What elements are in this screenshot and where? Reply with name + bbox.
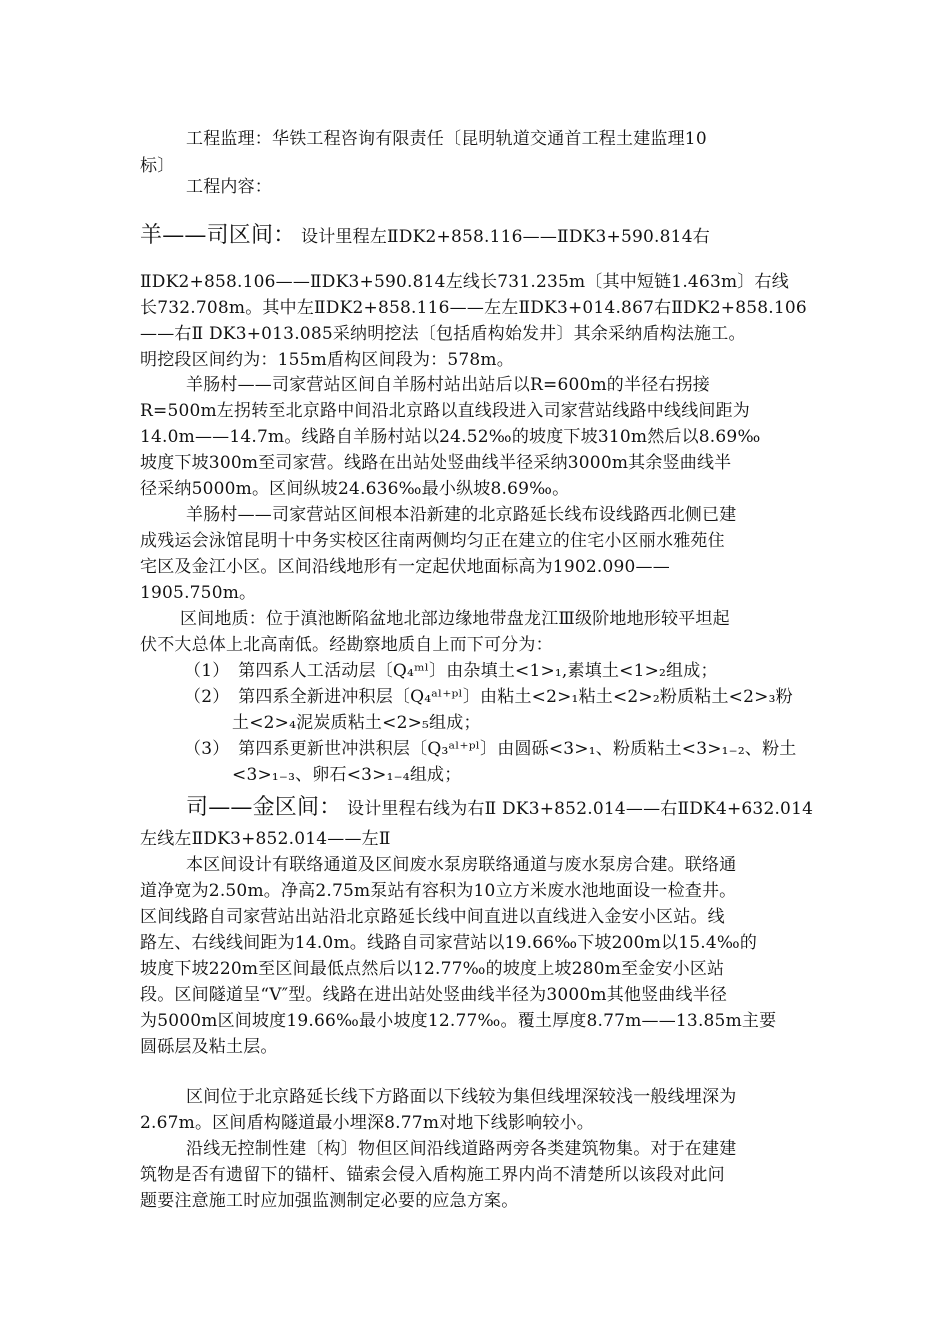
paragraph-line: 坡度下坡300m至司家营。线路在出站处竖曲线半径采纳3000m其余竖曲线半: [140, 453, 732, 473]
paragraph-line: ——右Ⅱ DK3+013.085采纳明挖法〔包括盾构始发井〕其余采纳盾构法施工。: [140, 324, 746, 344]
section-title: 司——金区间：: [186, 795, 342, 820]
paragraph-line: 路左、右线线间距为14.0m。线路自司家营站以19.66‰下坡200m以15.4‰的: [140, 933, 758, 953]
paragraph-line: 区间位于北京路延长线下方路面以下线较为集但线埋深较浅一般线埋深为: [186, 1087, 737, 1107]
list-item: （2） 第四系全新进冲积层〔Q₄ᵃˡ⁺ᵖˡ〕由粘土<2>₁粘土<2>₂粉质粘土<2>₃粉: [184, 687, 793, 707]
paragraph-line: 本区间设计有联络通道及区间废水泵房联络通道与废水泵房合建。联络通: [186, 855, 737, 875]
paragraph-line: 工程监理：华铁工程咨询有限责任〔昆明轨道交通首工程土建监理10: [186, 129, 707, 149]
list-item: （1） 第四系人工活动层〔Q₄ᵐˡ〕由杂填土<1>₁,素填土<1>₂组成；: [184, 661, 718, 681]
paragraph-line: 伏不大总体上北高南低。经勘察地质自上而下可分为：: [140, 635, 553, 655]
paragraph-line: 径采纳5000m。区间纵坡24.636‰最小纵坡8.69‰。: [140, 479, 570, 499]
paragraph-line: 段。区间隧道呈“V″型。线路在进出站处竖曲线半径为3000m其他竖曲线半径: [140, 985, 728, 1005]
paragraph-line: 长732.708m。其中左ⅡDK2+858.116——左左ⅡDK3+014.867右ⅡDK2+858.106: [140, 298, 807, 318]
paragraph-line: 沿线无控制性建〔构〕物但区间沿线道路两旁各类建筑物集。对于在建建: [186, 1139, 737, 1159]
paragraph-line: ⅡDK2+858.106——ⅡDK3+590.814左线长731.235m〔其中短链1.463m〕右线: [140, 272, 789, 292]
section-heading-1: [140, 222, 710, 251]
paragraph-line: 羊肠村——司家营站区间根本沿新建的北京路延长线布设线路西北侧已建: [186, 505, 737, 525]
paragraph-line: 左线左ⅡDK3+852.014——左Ⅱ: [140, 829, 391, 849]
paragraph-line: 14.0m——14.7m。线路自羊肠村站以24.52‰的坡度下坡310m然后以8.69‰: [140, 427, 761, 447]
paragraph-line: 圆砾层及粘土层。: [140, 1037, 278, 1057]
paragraph-line: 羊肠村——司家营站区间自羊肠村站出站后以R=600m的半径右拐接: [186, 375, 711, 395]
paragraph-line: 宅区及金江小区。区间沿线地形有一定起伏地面标高为1902.090——: [140, 557, 670, 577]
paragraph-line: 成残运会泳馆昆明十中务实校区往南两侧均匀正在建立的住宅小区丽水雅苑住: [140, 531, 725, 551]
paragraph-line: 1905.750m。: [140, 583, 257, 603]
paragraph-line: 区间线路自司家营站出站沿北京路延长线中间直进以直线进入金安小区站。线: [140, 907, 725, 927]
paragraph-line: 筑物是否有遗留下的锚杆、锚索会侵入盾构施工界内尚不清楚所以该段对此问: [140, 1165, 725, 1185]
paragraph-line: 明挖段区间约为：155m盾构区间段为：578m。: [140, 350, 514, 370]
paragraph-line: 区间地质：位于滇池断陷盆地北部边缘地带盘龙江Ⅲ级阶地地形较平坦起: [180, 609, 730, 629]
paragraph-line: 题要注意施工时应加强监测制定必要的应急方案。: [140, 1191, 519, 1211]
section-heading-text: 设计里程左ⅡDK2+858.116——ⅡDK3+590.814右: [301, 227, 710, 247]
list-item-continuation: <3>₁₋₃、卵石<3>₁₋₄组成；: [232, 765, 462, 785]
paragraph-line: 道净宽为2.50m。净高2.75m泵站有容积为10立方米废水池地面设一检查井。: [140, 881, 737, 901]
paragraph-line: 标〕: [140, 156, 175, 176]
section-title: 羊——司区间：: [140, 223, 296, 248]
list-item-continuation: 土<2>₄泥炭质粘土<2>₅组成；: [232, 713, 481, 733]
paragraph-line: R=500m左拐转至北京路中间沿北京路以直线段进入司家营站线路中线线间距为: [140, 401, 751, 421]
list-item: （3） 第四系更新世冲洪积层〔Q₃ᵃˡ⁺ᵖˡ〕由圆砾<3>₁、粉质粘土<3>₁₋₂、粉土: [184, 739, 797, 759]
section-heading-2: [186, 794, 813, 823]
section-heading-text: 设计里程右线为右Ⅱ DK3+852.014——右ⅡDK4+632.014: [347, 799, 814, 819]
paragraph-line: 工程内容：: [186, 177, 272, 197]
paragraph-line: 2.67m。区间盾构隧道最小埋深8.77m对地下线影响较小。: [140, 1113, 594, 1133]
paragraph-line: 为5000m区间坡度19.66‰最小坡度12.77‰。覆土厚度8.77m——13.85m主要: [140, 1011, 777, 1031]
paragraph-line: 坡度下坡220m至区间最低点然后以12.77‰的坡度上坡280m至金安小区站: [140, 959, 725, 979]
